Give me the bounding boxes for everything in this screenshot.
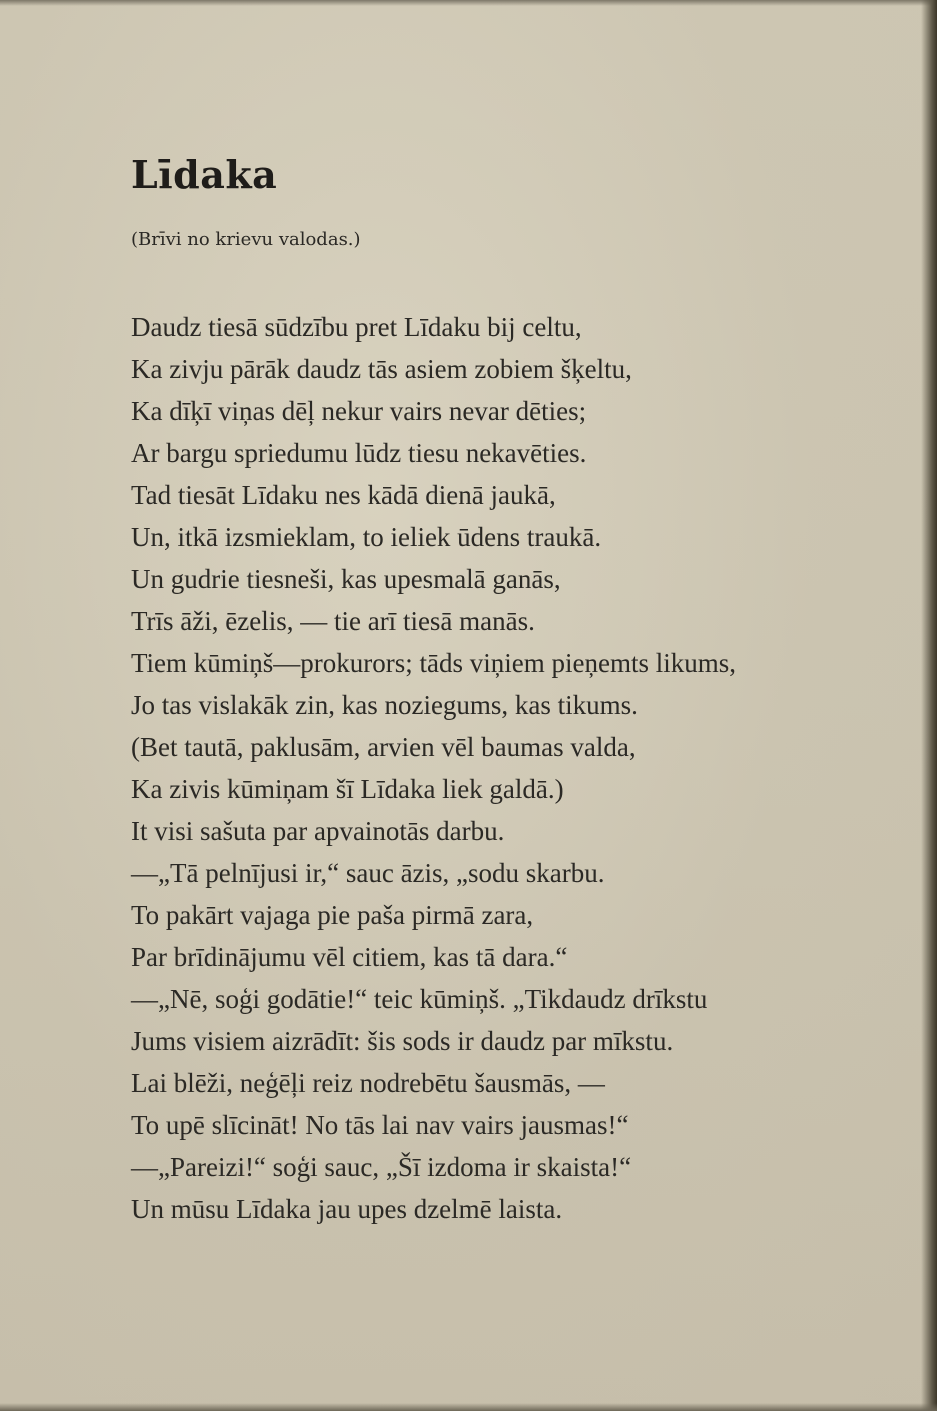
poem-line: —„Nē, soģi godātie!“ teic kūmiņš. „Tikdaudz drīkstu: [131, 984, 708, 1014]
poem-subtitle: (Brīvi no krievu valodas.): [131, 229, 361, 250]
poem-line: Un mūsu Līdaka jau upes dzelmē laista.: [131, 1194, 563, 1224]
poem-line: Tiem kūmiņš—prokurors; tāds viņiem pieņemts likums,: [131, 648, 736, 678]
page-edge-bottom: [0, 1403, 937, 1411]
page-edge-right: [921, 0, 937, 1411]
poem-line: Ar bargu spriedumu lūdz tiesu nekavēties.: [131, 438, 587, 468]
poem-line: Lai blēži, neģēļi reiz nodrebētu šausmās, —: [131, 1068, 605, 1098]
poem-line: Ka zivju pārāk daudz tās asiem zobiem šķeltu,: [131, 354, 632, 384]
poem-title: Līdaka: [131, 152, 278, 197]
poem-line: It visi sašuta par apvainotās darbu.: [131, 816, 505, 846]
poem-line: Un, itkā izsmieklam, to ieliek ūdens traukā.: [131, 522, 602, 552]
poem-line: Par brīdinājumu vēl citiem, kas tā dara.“: [131, 942, 568, 972]
poem-line: Ka zivis kūmiņam šī Līdaka liek galdā.): [131, 774, 564, 804]
poem-line: Daudz tiesā sūdzību pret Līdaku bij celtu,: [131, 312, 582, 342]
poem-line: To pakārt vajaga pie paša pirmā zara,: [131, 900, 534, 930]
poem-line: Trīs āži, ēzelis, — tie arī tiesā manās.: [131, 606, 535, 636]
page-edge-top: [0, 0, 937, 6]
poem-line: Ka dīķī viņas dēļ nekur vairs nevar dēties;: [131, 396, 587, 426]
poem-line: Jums visiem aizrādīt: šis sods ir daudz par mīkstu.: [131, 1026, 674, 1056]
poem-line: Tad tiesāt Līdaku nes kādā dienā jaukā,: [131, 480, 556, 510]
poem-body: [131, 306, 921, 1230]
poem-line: Un gudrie tiesneši, kas upesmalā ganās,: [131, 564, 561, 594]
poem-line: Jo tas vislakāk zin, kas noziegums, kas tikums.: [131, 690, 638, 720]
poem-line: (Bet tautā, paklusām, arvien vēl baumas valda,: [131, 732, 636, 762]
poem-line: To upē slīcināt! No tās lai nav vairs jausmas!“: [131, 1110, 629, 1140]
poem-line: —„Pareizi!“ soģi sauc, „Šī izdoma ir skaista!“: [131, 1152, 632, 1182]
poem-line: —„Tā pelnījusi ir,“ sauc āzis, „sodu skarbu.: [131, 858, 605, 888]
